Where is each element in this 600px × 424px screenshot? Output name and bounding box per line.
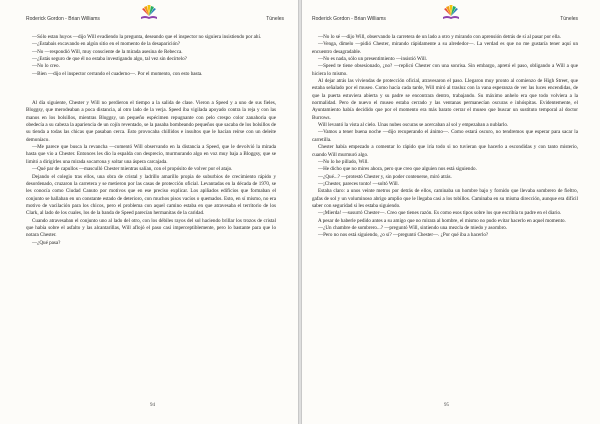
paragraph: —No —respondió Will, muy consciente de la mirada asesina de Rebecca. [32,48,183,55]
header-author: Roderick Gordon - Brian Williams [312,16,386,22]
paragraph: —Me parece que busca la revancha —comentó Will observando en la distancia a Speed, que le devolvió la mirada hasta que vio a Chester. Entonces les dio la espalda con desprecio, murmurando algo en voz muy baja a Bloggsy, que se limitó a dirigirles una mirada socarrona y soltar una áspera carcajada. [26,144,276,165]
paragraph: Dejando el colegio tras ellos, una obra de cristal y ladrillo amarillo propia de suburbios de crecimiento rápido y desordenado, cruzaron la carretera y se metieron por las casas de protección oficial. Levantadas en la década de 1970, se les conocía como Ciudad Canuto por motivos que en ese preciso explicar. Los apiñados edificios que formaban el conjunto se hallaban en un constante estado de deterioro, con muchos pisos vacíos o quemados. Esto, en sí mismo, no era motivo de vacilación para los chicos, pero el problema con aquel camino estaba en que atravesaba el territorio de los Clark, al lado de los cuales, los de la banda de Speed parecían hermanitas de la caridad. [26,173,276,217]
paragraph: —No es nada, sólo un presentimiento —insistió Will. [318,56,428,63]
paragraph: Al dejar atrás las viviendas de protección oficial, atravesaron el paso. Llegaron muy pronto al comienzo de High Street, que estaba señalado por el museo. Como hacía cada tarde, Will miró al trasluz con la vana esperanza de ver las luces encendidas, de que la puerta estuviera abierta y su padre se encontrara dentro, trabajando. Su máximo anhelo era que todo volviera a la normalidad. Pero de nuevo el museo estaba cerrado y las ventanas permanecían oscuras e inhóspitas. Evidentemente, el Ayuntamiento había decidido que por el momento era más barato cerrar el museo que buscar un sustituto temporal al doctor Burrows. [312,78,578,121]
page-number: 95 [444,403,449,408]
paragraph: —¿Qué pasa? [32,239,61,246]
paragraph: —¿Estabais excavando en algún sitio en el momento de la desaparición? [32,41,180,48]
paragraph: —Speed te tiene obsesionado, ¿no? —replicó Chester con una sonrisa. Sin embargo, apretó el paso, obligando a Will a que hiciera lo mismo. [312,63,578,77]
paragraph: —Vamos a tener buena noche —dijo recuperando el ánimo—. Como estará oscuro, no tendremos que esperar para sacar la carretilla. [312,129,578,143]
paragraph: Chester había empezado a comentar lo rápido que iría todo si no tuvieran que hacerlo a escondidas y con tanto misterio, cuando Will murmuró algo. [312,144,578,158]
left-page-text [26,34,276,247]
paragraph: —Bien —dijo el inspector cerrando el cuaderno—. Por el momento, con esto basta. [32,70,203,77]
header-author: Roderick Gordon - Brian Williams [26,16,100,22]
paragraph: A pesar de haberle pedido antes a su amigo que no mirara al hombre, el mismo no pudo evitar hacerlo en aquel momento. [318,217,566,224]
paragraph: Will levantó la vista al cielo. Unas nubes oscuras se acercaban al sol y empezaban a nublarlo. [318,122,509,129]
paragraph: —Venga, dímelo —pidió Chester, mirando rápidamente a su alrededor—. La verdad es que no me gustaría tener aquí un encuentro desagradable. [312,41,578,55]
paragraph: —No lo he pillado, Will. [318,158,369,165]
paragraph: —¿Qué...? —protestó Chester y, sin poder contenerse, miró atrás. [318,173,452,180]
publisher-logo-icon [441,3,461,23]
paragraph: Cuando atravesaban el conjunto uno al lado del otro, con los débiles rayos del sol haciendo brillar los trozos de cristal que había sobre el asfalto y las alcantarillas, Will aflojó el paso casi imperceptiblemente, pero lo bastante para que lo notara Chester. [26,217,276,239]
paragraph: —Qué par de capullos —masculló Chester mientras salían, con el propósito de volver por el atajo. [32,166,233,173]
paragraph: —¡Chester, pareces tonto! —soltó Will. [318,180,399,187]
right-page [302,0,600,424]
paragraph: —Pero no nos está siguiendo, ¿o sí? —preguntó Chester—. ¿Por qué iba a hacerlo? [318,232,489,239]
paragraph: —¿Un chambre de sombrero...? —preguntó Will, sintiendo una mezcla de miedo y asombro. [318,224,508,231]
paragraph: —No lo creo. [32,63,60,70]
paragraph: Estaba claro: a unos veinte metros por detrás de ellos, caminaba un hombre bajo y fornido que llevaba sombrero de fieltro, gafas de sol y un voluminoso abrigo amplio que le llegaba casi a los tobillos. Caminaba en su misma dirección, aunque era difícil saber con seguridad si les estaba siguiendo. [312,188,578,209]
paragraph: —Sólo estan huyos —dijo Will evadiendo la pregunta, deseando que el inspector no siguiera insistiendo por ahí. [32,34,262,40]
paragraph: Al día siguiente, Chester y Will no perdieron el tiempo a la salida de clase. Vieron a Speed y a uno de sus fieles, Bloggsy, que merodeaban a poca distancia, al otro lado de la verja. Speed iba vigilada apoyado contra la reja y con las manos en los bolsillos, mientras Bloggsy, un pequeño espécimen repugnante con pelo crespo color zanahoria que obedecía a su cabeza la apariencia de un cojín reventado, se la pasaba bombeando pequeños que sacaba de los bolsillos de su tienda a todas las chicas que pasaban cerca. Esto provocaba chillidos e insultos que le hacían reírse con un deleite demoníaco. [26,100,276,143]
paragraph: —He dicho que no mires ahora, pero que creo que alguien nos está siguiendo. [318,166,477,173]
paragraph: —No lo sé —dijo Will, observando la carretera de un lado a otro y mirando con aprensión detrás de sí al pasar por ella. [318,34,561,40]
page-number: 94 [150,403,155,408]
right-page-text [312,34,578,240]
left-page [0,0,298,424]
paragraph: —¿Estás seguro de que él no estaba investigando algo, tal vez sin decírtelo? [32,56,187,63]
publisher-logo-icon [139,3,159,23]
header-title: Túneles [560,16,578,22]
header-title: Túneles [266,16,284,22]
paragraph: —¡Mierda! —susurró Chester—. Creo que tienes razón. Es como esos tipos sobre los que escribía tu padre en el diario. [318,210,562,217]
